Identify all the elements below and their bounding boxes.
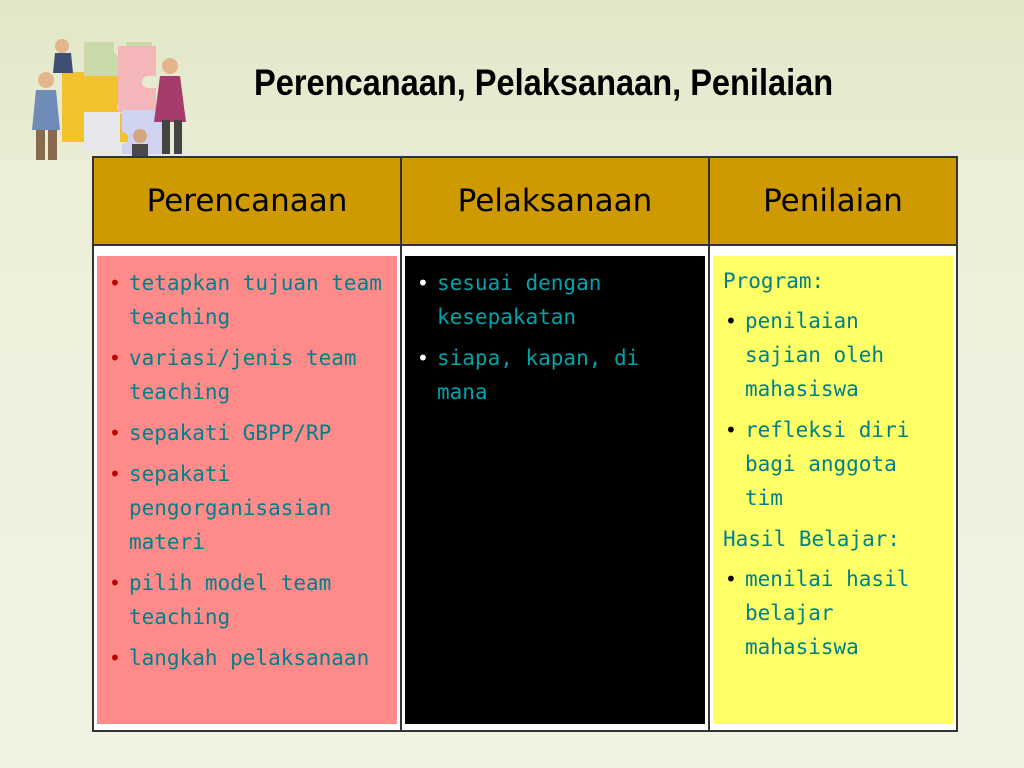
penilaian-program-list [713,304,953,515]
group-label-hasil-belajar: Hasil Belajar: [723,527,901,551]
bullet-icon: • [725,418,737,442]
list-item [723,413,947,515]
list-item-text: variasi/jenis team teaching [129,346,357,404]
list-item-text: tetapkan tujuan team teaching [129,271,382,329]
list-item [723,562,947,664]
bullet-icon: • [109,421,121,445]
list-item-text: refleksi diri bagi anggota tim [745,418,910,510]
pelaksanaan-list [405,256,705,409]
list-item [415,341,699,409]
group-label-program: Program: [723,269,825,293]
bullet-icon: • [725,309,737,333]
column-penilaian [710,246,956,730]
list-item [107,266,391,334]
list-item-text: penilaian sajian oleh mahasiswa [745,309,885,401]
perencanaan-list [97,256,397,675]
table-body-row [94,246,956,730]
bullet-icon: • [109,271,121,295]
perencanaan-panel [97,256,397,724]
bullet-icon: • [109,346,121,370]
pelaksanaan-panel [405,256,705,724]
list-item [107,416,391,450]
list-item-text: siapa, kapan, di mana [437,346,640,404]
bullet-icon: • [109,646,121,670]
header-penilaian: Penilaian [763,183,903,219]
bullet-icon: • [417,271,429,295]
list-item-text: sesuai dengan kesepakatan [437,271,602,329]
bullet-icon: • [109,462,121,486]
bullet-icon: • [417,346,429,370]
comparison-table [92,156,958,732]
list-item-text: langkah pelaksanaan [129,646,370,670]
list-item-text: menilai hasil belajar mahasiswa [745,567,910,659]
penilaian-hasil-list [713,562,953,664]
penilaian-panel [713,256,953,724]
list-item [107,566,391,634]
list-item [107,457,391,559]
header-perencanaan: Perencanaan [94,158,402,244]
bullet-icon: • [109,571,121,595]
list-item [107,641,391,675]
column-pelaksanaan [402,246,710,730]
list-item [107,341,391,409]
list-item-text: sepakati pengorganisasian materi [129,462,332,554]
table-header-row [94,158,956,246]
list-item-text: pilih model team teaching [129,571,332,629]
list-item [723,304,947,406]
list-item-text: sepakati GBPP/RP [129,421,332,445]
puzzle-team-illustration-icon [22,20,192,168]
list-item [415,266,699,334]
column-perencanaan [94,246,402,730]
header-pelaksanaan: Pelaksanaan [402,158,710,244]
slide-title: Perencanaan, Pelaksanaan, Penilaian [254,62,834,103]
bullet-icon: • [725,567,737,591]
